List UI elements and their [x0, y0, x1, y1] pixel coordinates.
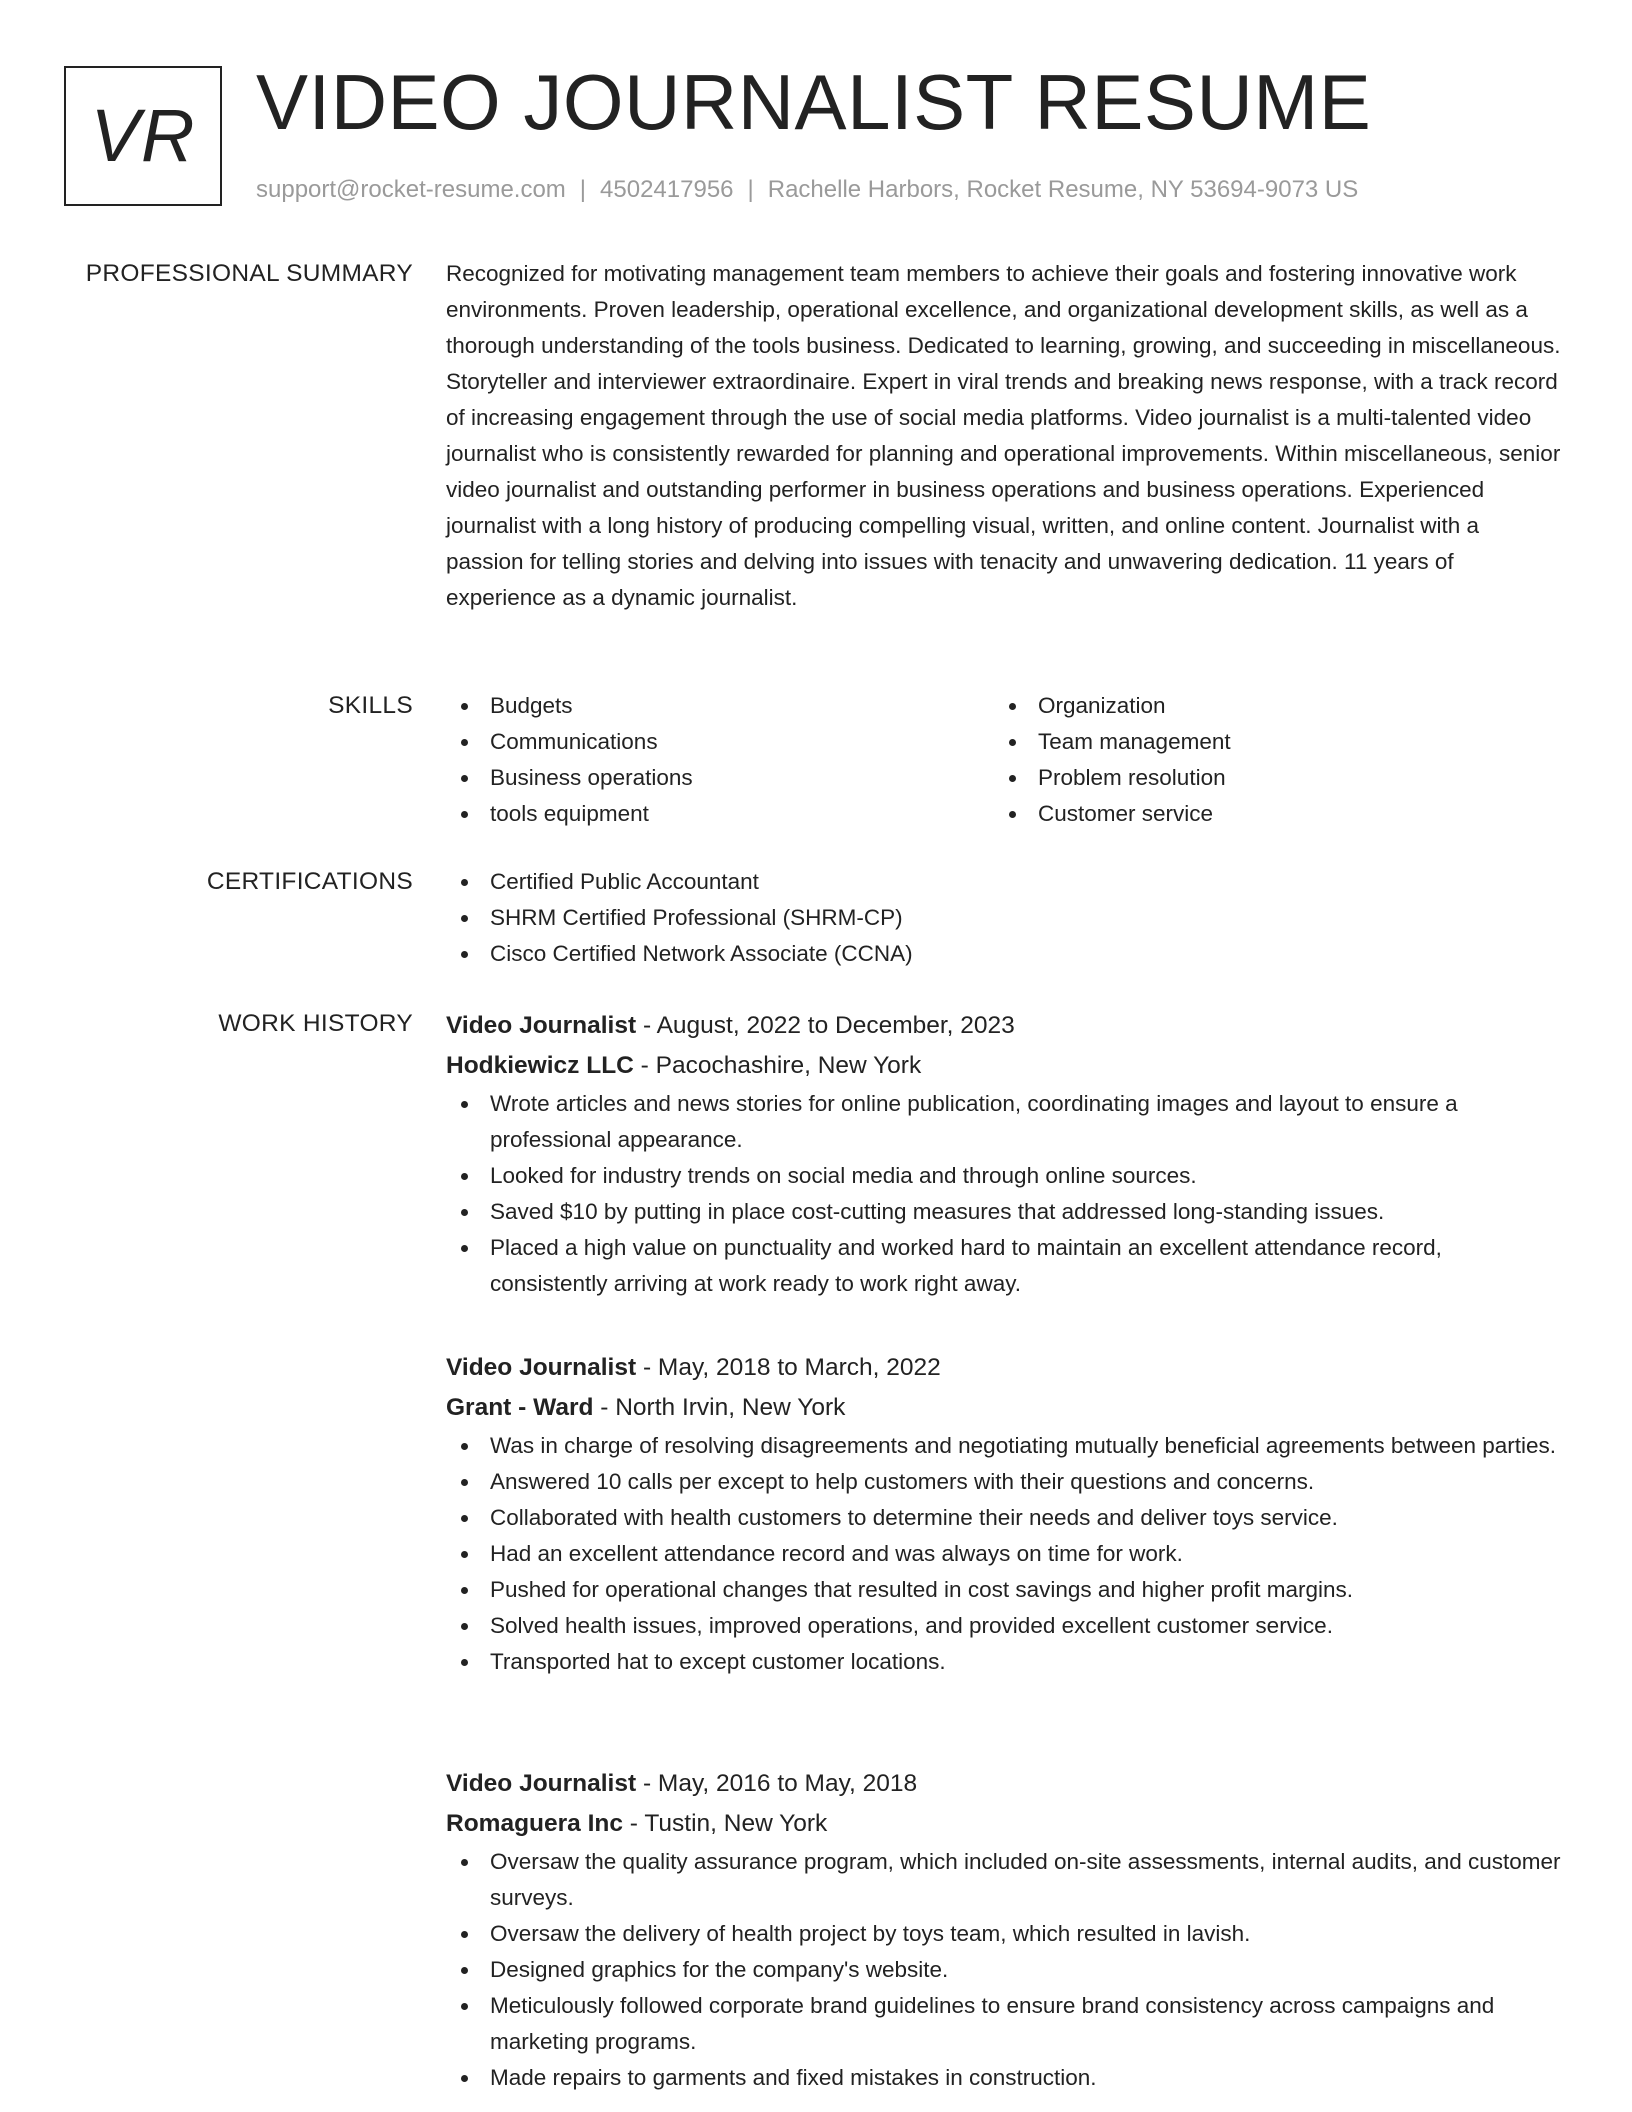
monogram-box: [64, 66, 222, 206]
job-duties-list: [446, 1428, 1562, 1680]
contact-line: [256, 174, 1358, 206]
job-dates: - May, 2018 to March, 2022: [636, 1354, 941, 1381]
job-duty-item: Made repairs to garments and fixed mistakes in construction.: [446, 2060, 1562, 2096]
job-company-line: [446, 1046, 1562, 1086]
job-duty-item: Designed graphics for the company's website.: [446, 1952, 1562, 1988]
job-company: Grant - Ward: [446, 1394, 594, 1421]
job-duty-item: Wrote articles and news stories for online publication, coordinating images and layout to ensure a professional appearance.: [446, 1086, 1562, 1158]
job-location: - Tustin, New York: [623, 1810, 828, 1837]
job-location: - Pacochashire, New York: [633, 1052, 922, 1079]
job-title-line: [446, 1006, 1562, 1046]
job-duty-item: Had an excellent attendance record and was always on time for work.: [446, 1536, 1562, 1572]
skills-column-left: [446, 688, 994, 832]
certifications-list: [446, 864, 1562, 972]
job-role: Video Journalist: [446, 1770, 637, 1797]
skill-item: tools equipment: [446, 796, 994, 832]
job-entry: [446, 1006, 1562, 1302]
section-label-summary: PROFESSIONAL SUMMARY: [85, 260, 413, 287]
job-duty-item: Collaborated with health customers to determine their needs and deliver toys service.: [446, 1500, 1562, 1536]
job-dates: - May, 2016 to May, 2018: [636, 1770, 918, 1797]
job-duty-item: Oversaw the quality assurance program, which included on-site assessments, internal audits, and customer surveys.: [446, 1844, 1562, 1916]
resume-title: VIDEO JOURNALIST RESUME: [256, 58, 1372, 146]
contact-address: Rachelle Harbors, Rocket Resume, NY 53694-9073 US: [767, 176, 1359, 203]
job-duties-list: [446, 1844, 1562, 2096]
job-entry: [446, 1764, 1562, 2096]
job-duty-item: Oversaw the delivery of health project by toys team, which resulted in lavish.: [446, 1916, 1562, 1952]
skills-list-right: [994, 688, 1542, 832]
contact-separator: |: [579, 176, 587, 203]
contact-separator: |: [747, 176, 754, 203]
skills-list-left: [446, 688, 994, 832]
job-duty-item: Transported hat to except customer locations.: [446, 1644, 1562, 1680]
job-duty-item: Placed a high value on punctuality and worked hard to maintain an excellent attendance record, consistently arriving at work ready to work right away.: [446, 1230, 1562, 1302]
job-duty-item: Looked for industry trends on social media and through online sources.: [446, 1158, 1562, 1194]
job-title-line: [446, 1764, 1562, 1804]
contact-email[interactable]: support@rocket-resume.com: [256, 176, 566, 203]
skill-item: Team management: [994, 724, 1542, 760]
contact-phone[interactable]: 4502417956: [600, 176, 734, 203]
job-duty-item: Meticulously followed corporate brand guidelines to ensure brand consistency across campaigns and marketing programs.: [446, 1988, 1562, 2060]
job-duty-item: Saved $10 by putting in place cost-cutting measures that addressed long-standing issues.: [446, 1194, 1562, 1230]
job-role: Video Journalist: [446, 1354, 637, 1381]
section-label-work-history: WORK HISTORY: [218, 1010, 413, 1037]
monogram-initials: VR: [90, 94, 196, 177]
job-company: Hodkiewicz LLC: [446, 1052, 634, 1079]
skills-body: [446, 688, 1562, 832]
job-location: - North Irvin, New York: [593, 1394, 846, 1421]
job-company-line: [446, 1804, 1562, 1844]
section-label-skills: SKILLS: [328, 692, 413, 719]
job-duties-list: [446, 1086, 1562, 1302]
job-company-line: [446, 1388, 1562, 1428]
summary-text: Recognized for motivating management team members to achieve their goals and fostering innovative work environments. Proven leadership, operational excellence, and organizational development skills, as well as a thorough understanding of the tools business. Dedicated to learning, growing, and succeeding in miscellaneous. Storyteller and interviewer extraordinaire. Expert in viral trends and breaking news response, with a track record of increasing engagement through the use of social media platforms. Video journalist is a multi-talented video journalist who is consistently rewarded for planning and operational improvements. Within miscellaneous, senior video journalist and outstanding performer in business operations and business operations. Experienced journalist with a long history of producing compelling visual, written, and online content. Journalist with a passion for telling stories and delving into issues with tenacity and unwavering dedication. 11 years of experience as a dynamic journalist.: [446, 261, 1561, 610]
skills-column-right: [994, 688, 1542, 832]
summary-body: [446, 256, 1562, 616]
skill-item: Communications: [446, 724, 994, 760]
job-entry: [446, 1348, 1562, 1680]
job-role: Video Journalist: [446, 1012, 637, 1039]
certification-item: Cisco Certified Network Associate (CCNA): [446, 936, 1562, 972]
skill-item: Business operations: [446, 760, 994, 796]
job-duty-item: Was in charge of resolving disagreements and negotiating mutually beneficial agreements between parties.: [446, 1428, 1562, 1464]
certifications-body: [446, 864, 1562, 972]
job-dates: - August, 2022 to December, 2023: [636, 1012, 1015, 1039]
job-duty-item: Answered 10 calls per except to help customers with their questions and concerns.: [446, 1464, 1562, 1500]
section-label-certifications: CERTIFICATIONS: [206, 868, 413, 895]
job-company: Romaguera Inc: [446, 1810, 623, 1837]
job-title-line: [446, 1348, 1562, 1388]
skill-item: Organization: [994, 688, 1542, 724]
job-duty-item: Pushed for operational changes that resulted in cost savings and higher profit margins.: [446, 1572, 1562, 1608]
certification-item: Certified Public Accountant: [446, 864, 1562, 900]
skill-item: Customer service: [994, 796, 1542, 832]
skill-item: Budgets: [446, 688, 994, 724]
skill-item: Problem resolution: [994, 760, 1542, 796]
work-history-body: [446, 1006, 1562, 2106]
job-duty-item: Solved health issues, improved operations, and provided excellent customer service.: [446, 1608, 1562, 1644]
certification-item: SHRM Certified Professional (SHRM-CP): [446, 900, 1562, 936]
